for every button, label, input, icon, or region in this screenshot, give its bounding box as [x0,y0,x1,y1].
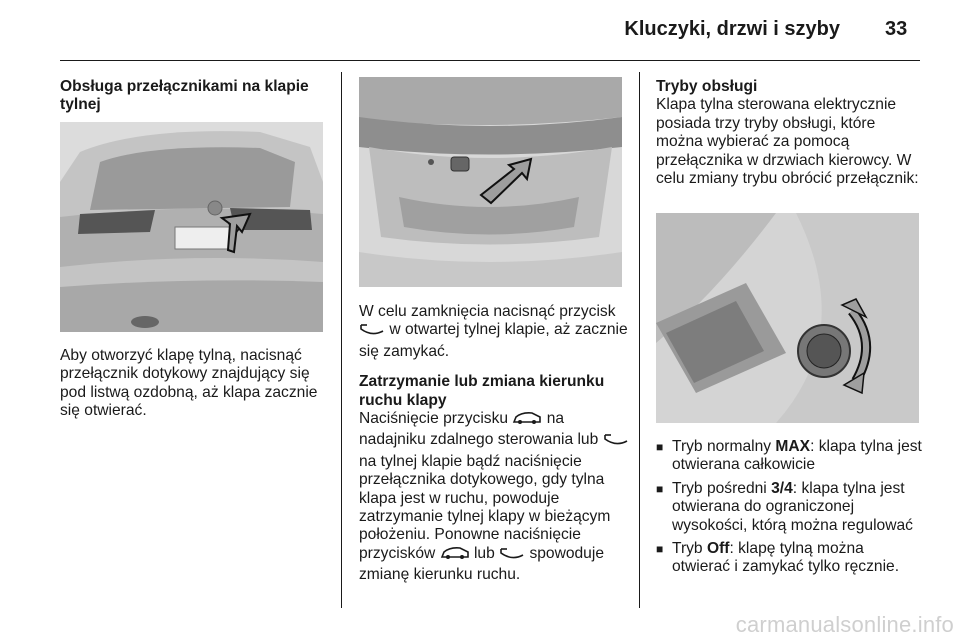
mode-switch-illustration [656,213,919,423]
list-item-mode-three-quarters: ■ Tryb pośredni 3/4: klapa tylna jest otwierana do ograniczonej wysokości, którą można regulować [656,480,926,535]
column-divider-1 [341,72,342,608]
page-number: 33 [885,18,908,40]
car-rear-drawing [60,122,323,332]
column-divider-2 [639,72,640,608]
section-heading-tailgate-switches: Obsługa przełącznikami na klapie tylnej [60,78,309,114]
paragraph-close-tailgate: W celu zamknięcia nacisnąć przycisk w otwartej tylnej klapie, aż zacznie się zamykać. [359,303,628,360]
list-item-mode-max: ■ Tryb normalny MAX: klapa tylna jest otwierana całkowicie [656,438,926,475]
tailgate-button-icon [359,323,385,342]
column-1-body [60,347,330,421]
tailgate-button-icon [499,547,525,566]
list-item-mode-off: ■ Tryb Off: klapę tylną można otwierać i zamykać tylko ręcznie. [656,540,926,577]
page-header-title: Kluczyki, drzwi i szyby [624,18,840,40]
column-1 [60,78,330,115]
tailgate-inner-drawing [359,77,622,287]
tailgate-interior-illustration [359,77,622,287]
car-remote-icon [512,410,542,431]
header-divider [60,60,920,61]
door-switch-drawing [656,213,919,423]
paragraph-open-tailgate: Aby otworzyć klapę tylną, nacisnąć przełącznik dotykowy znajdujący się pod listwą ozdobną, aż klapa zacznie się otwierać. [60,347,318,420]
car-remote-icon [440,545,470,566]
tailgate-button-icon [603,433,629,452]
section-heading-stop-reverse: Zatrzymanie lub zmiana kierunku ruchu klapy [359,373,605,409]
column-3-list [656,438,926,582]
paragraph-stop-reverse: Naciśnięcie przycisku na nadajniku zdalnego sterowania lub na tylnej klapie bądź naciśnięcie przełącznika dotykowego, gdy tylna klapa jest w ruchu, powoduje zatrzymanie tylnej klapy w bieżącym położeniu. Ponowne naciśnięcie przycisków lub spowoduje zmianę kierunku ruchu. [359,410,629,585]
modes-list [656,438,926,577]
column-3 [656,78,926,188]
section-heading-operating-modes: Tryby obsługi [656,78,758,95]
column-2 [359,303,629,585]
paragraph-modes-intro: Klapa tylna sterowana elektrycznie posiada trzy tryby obsługi, które można wybierać za pomocą przełącznika w drzwiach kierowcy. W celu zmiany trybu obrócić przełącznik: [656,96,919,188]
tailgate-exterior-illustration [60,122,323,332]
watermark: carmanualsonline.info [735,612,954,637]
